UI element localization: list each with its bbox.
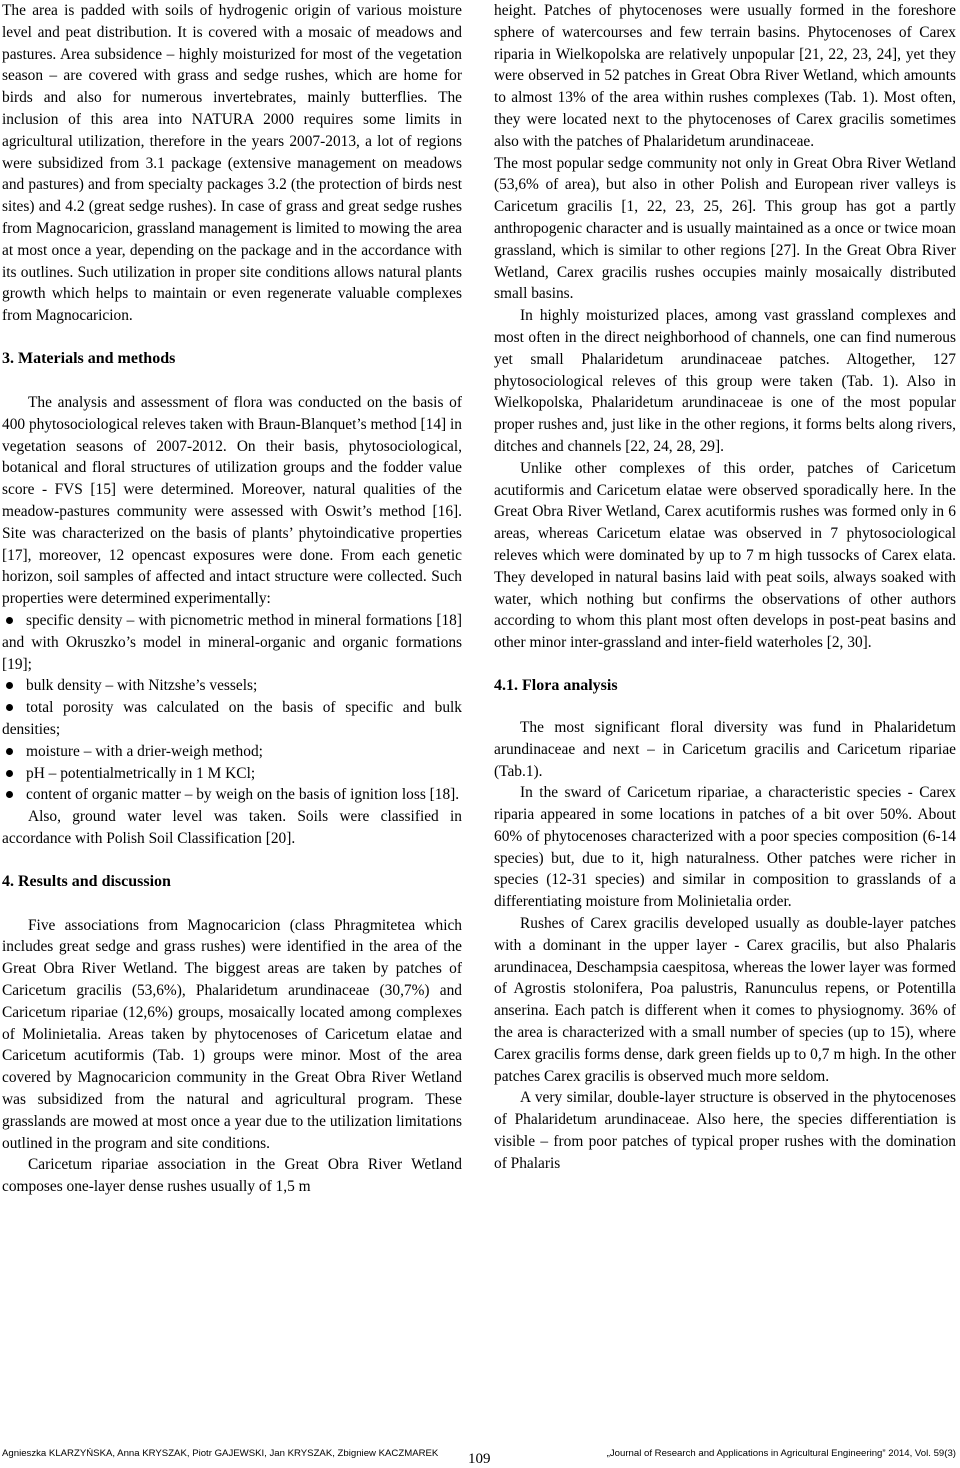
bullet-icon: [6, 748, 13, 755]
bullet-icon: [6, 791, 13, 798]
left-column: [2, 0, 462, 1198]
bullet-icon: [6, 770, 13, 777]
section-heading-materials-methods: 3. Materials and methods: [2, 349, 176, 367]
section-heading-results-discussion: 4. Results and discussion: [2, 872, 171, 890]
bullet-icon: [6, 704, 13, 711]
list-item: moisture – with a drier-weigh method;: [2, 741, 462, 763]
bullet-icon: [6, 682, 13, 689]
list-item: bulk density – with Nitzshe’s vessels;: [2, 675, 462, 697]
list-item: specific density – with picnometric method in mineral formations [18] and with Okruszko’s model in mineral-organic and organic formations [19];: [2, 611, 462, 673]
intro-paragraph: The area is padded with soils of hydrogenic origin of various moisture level and peat distribution. It is covered with a mosaic of meadows and pastures. Area subsidence – highly moisturized for most of the vegetation season – are covered with grass and sedge rushes, which are home for birds and also for numerous invertebrates, mainly butterflies. The inclusion of this area into NATURA 2000 requires some limits in agricultural utilization, therefore in the years 2007-2013, a lot of regions were subsidized from 3.1 package (extensive management on meadows and pastures) and from specialty packages 3.2 (the protection of birds nest sites) and 4.2 (great sedge rushes). In case of grass and great sedge rushes from Magnocaricion, grassland management is limited to mowing the area at most once a year, depending on the package and in the accordance with its outlines. Such utilization in proper site conditions allows natural plants growth which helps to maintain or even regenerate valuable complexes from Magnocaricion.: [2, 2, 462, 325]
double-layer-paragraph: A very similar, double-layer structure is observed in the phytocenoses of Phalaridetum arundinaceae. Also here, the species differentiation is visible – from poor patches of typical proper rushes with the domination of Phalaris: [494, 1089, 956, 1172]
methods-paragraph: The analysis and assessment of flora was conducted on the basis of 400 phytosociological releves taken with Braun-Blanquet’s method [14] in vegetation seasons of 2007-2012. On their basis, phytosociological, botanical and floral structures of utilization groups and the fodder value score - FVS [15] were determined. Moreover, natural qualities of the meadow-pastures community were assessed with Oswit’s method [16]. Site was characterized on the basis of plants’ phytoindicative properties [17], moreover, 12 opencast exposures were done. From each genetic horizon, soil samples of affected and intact structure were collected. Such properties were determined experimentally:: [2, 393, 462, 608]
methods-bullet-list: [2, 610, 462, 806]
popular-sedge-paragraph: The most popular sedge community not only in Great Obra River Wetland (53,6% of area), but also in other Polish and European river valleys is Caricetum gracilis [1, 22, 23, 25, 26]. This group has got a partly anthropogenic character and is usually maintained as a once or twice moan grassland, which is similar to other regions [27]. In the Great Obra River Wetland, Carex gracilis rushes occupies mainly mosaically distributed small basins.: [494, 154, 956, 303]
sward-paragraph: In the sward of Caricetum ripariae, a characteristic species - Carex riparia appeared in some locations in patches of a bit over 50%. About 60% of phytocenoses characterized with a poor species composition (6-14 species) but, due to it, high naturalness. Other patches were richer in species (12-31 species) and similar in composition to grasslands of a differentiating moisture from Molinietalia order.: [494, 784, 956, 911]
bullet-icon: [6, 617, 13, 624]
list-item: content of organic matter – by weigh on the basis of ignition loss [18].: [2, 784, 462, 806]
right-column: [494, 0, 956, 1175]
floral-diversity-paragraph: The most significant floral diversity was fund in Phalaridetum arundinaceae and next – in Caricetum gracilis and Caricetum ripariae (Tab.1).: [494, 718, 956, 780]
height-paragraph: height. Patches of phytocenoses were usually formed in the foreshore sphere of watercourses and few terrain basins. Phytocenoses of Carex riparia in Wielkopolska are relatively unpopular [21, 22, 23, 24], yet they were observed in 52 patches in Great Obra River Wetland, which amounts to almost 13% of the area within rushes complexes (Tab. 1). Most often, they were located next to the phytocenoses of Carex gracilis sometimes also with the patches of Phalaridetum arundinaceae.: [494, 2, 956, 150]
footer-journal: „Journal of Research and Applications in Agricultural Engineering” 2014, Vol. 59(3): [606, 1448, 956, 1459]
list-item: total porosity was calculated on the basis of specific and bulk densities;: [2, 699, 462, 738]
caricetum-ripariae-paragraph: Caricetum ripariae association in the Great Obra River Wetland composes one-layer dense rushes usually of 1,5 m: [2, 1156, 462, 1196]
footer-authors: Agnieszka KLARZYŃSKA, Anna KRYSZAK, Piotr GAJEWSKI, Jan KRYSZAK, Zbigniew KACZMAREK: [2, 1448, 439, 1459]
list-item: pH – potentialmetrically in 1 M KCl;: [2, 763, 462, 785]
ground-water-paragraph: Also, ground water level was taken. Soils were classified in accordance with Polish Soil Classification [20].: [2, 808, 462, 847]
page-number: 109: [468, 1451, 491, 1467]
page-footer: [0, 1440, 960, 1468]
results-paragraph: Five associations from Magnocaricion (class Phragmitetea which includes great sedge and grass rushes) were identified in the area of the Great Obra River Wetland. The biggest areas are taken by patches of Caricetum gracilis (53,6%), Phalaridetum arundinaceae (30,7%) and Caricetum ripariae (12,6%) groups, mosaically located among complexes of Molinietalia. Areas taken by phytocenoses of Caricetum elatae and Caricetum acutiformis (Tab. 1) groups were minor. Most of the area covered by Magnocaricion community in the Great Obra River Wetland was subsidized from the natural and agricultural program. These grasslands are mowed at most once a year due to the utilization limitations outlined in the program and site conditions.: [2, 916, 462, 1152]
carex-gracilis-paragraph: Rushes of Carex gracilis developed usually as double-layer patches with a dominant in the upper layer - Carex gracilis, but also Phalaris arundinacea, Deschampsia caespitosa, whereas the lower layer was formed of Agrostis stolonifera, Poa palustris, Ranunculus repens, or Potentilla anserina. Each patch is different when it comes to physiognomy. 36% of the area is characterized with a small number of species (up to 15), where Carex gracilis forms dense, dark green fields up to 0,7 m high. In the other patches Carex gracilis is observed much more seldom.: [494, 915, 956, 1085]
unlike-complexes-paragraph: Unlike other complexes of this order, patches of Caricetum acutiformis and Caricetum elatae were observed sporadically here. In the Great Obra River Wetland, Carex acutiformis rushes was formed only in 6 areas, whereas Caricetum elatae was observed in 7 phytosociological releves which were dominated by up to 7 m high tussocks of Carex elata. They developed in natural basins laid with peat soils, always soaked with water, which nothing but confirms the observations of other authors according to whom this plant most often develops in post-peat basins and other minor inter-grassland and inter-field waterholes [2, 30].: [494, 459, 956, 652]
section-heading-flora-analysis: 4.1. Flora analysis: [494, 676, 618, 694]
moisturized-paragraph: In highly moisturized places, among vast grassland complexes and most often in the direct neighborhood of channels, one can find numerous yet small Phalaridetum arundinaceae patches. Altogether, 127 phytosociological releves of this group were taken (Tab. 1). Also in Wielkopolska, Phalaridetum arundinaceae is one of the most popular proper rushes and, just like in the other regions, it forms belts along rivers, ditches and channels [22, 24, 28, 29].: [494, 307, 956, 455]
